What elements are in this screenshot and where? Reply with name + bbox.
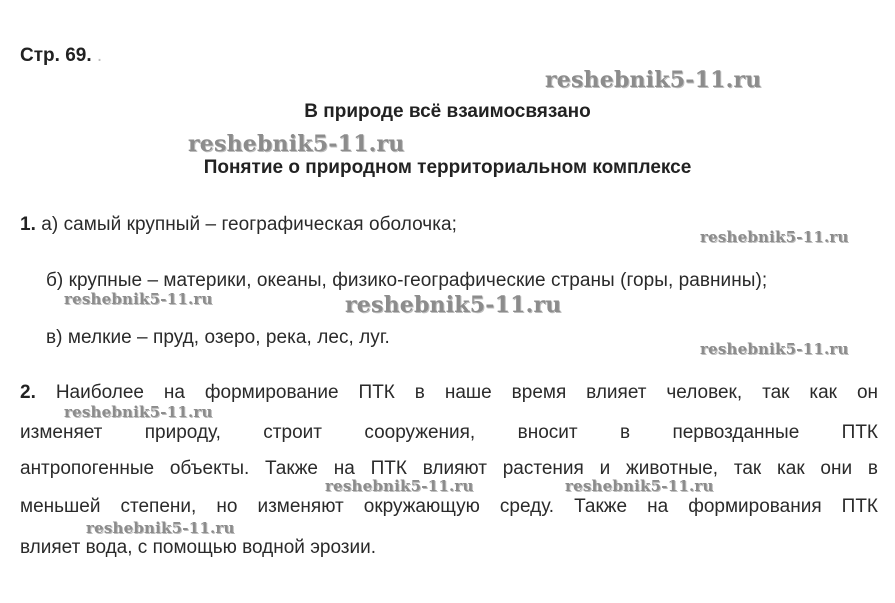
watermark: reshebnik5-11.ru	[64, 290, 213, 308]
answer-1-a-text: а) самый крупный – географическая оболочка;	[41, 214, 457, 235]
watermark: reshebnik5-11.ru	[345, 292, 562, 318]
answer-2-line-2: изменяет природу, строит сооружения, вносит в первозданные ПТК	[20, 422, 878, 443]
answer-2-number: 2.	[20, 382, 36, 403]
answer-2-line-3: антропогенные объекты. Также на ПТК влияют растения и животные, так как они в	[20, 458, 878, 479]
answer-1-item-b: б) крупные – материки, океаны, физико-географические страны (горы, равнины);	[46, 270, 768, 291]
watermark: reshebnik5-11.ru	[188, 131, 405, 157]
watermark: reshebnik5-11.ru	[86, 519, 235, 537]
answer-1-item-a	[20, 214, 457, 236]
page-reference-dot: .	[96, 45, 103, 66]
watermark: reshebnik5-11.ru	[565, 477, 714, 495]
watermark: reshebnik5-11.ru	[700, 228, 849, 246]
watermark: reshebnik5-11.ru	[545, 67, 762, 93]
page-reference-text: Стр. 69.	[20, 45, 92, 66]
watermark: reshebnik5-11.ru	[64, 403, 213, 421]
answer-2-line-1-text: Наиболее на формирование ПТК в наше время влияет человек, так как он	[55, 382, 878, 403]
watermark: reshebnik5-11.ru	[700, 340, 849, 358]
page-reference	[20, 45, 102, 67]
answer-1-item-c: в) мелкие – пруд, озеро, река, лес, луг.	[46, 327, 390, 348]
answer-2-line-1	[20, 382, 878, 404]
watermark: reshebnik5-11.ru	[325, 477, 474, 495]
answer-2-line-4: меньшей степени, но изменяют окружающую среду. Также на формирования ПТК	[20, 496, 878, 517]
answer-2-line-5: влияет вода, с помощью водной эрозии.	[20, 537, 377, 558]
subtitle: Понятие о природном территориальном комплексе	[203, 157, 692, 178]
main-title: В природе всё взаимосвязано	[304, 101, 591, 122]
answer-1-number: 1.	[20, 214, 36, 235]
